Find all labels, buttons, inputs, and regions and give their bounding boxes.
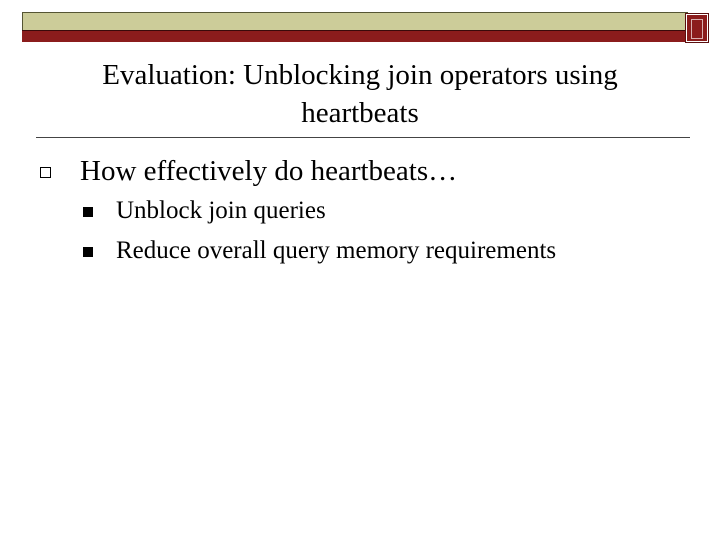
sub-bullet-item <box>83 195 326 227</box>
header-olive-band <box>22 12 688 31</box>
sub-bullet-item <box>83 235 556 267</box>
filled-square-bullet-icon <box>83 247 93 257</box>
header-decoration-bar <box>22 12 688 42</box>
slide-title <box>40 56 680 132</box>
filled-square-bullet-icon <box>83 207 93 217</box>
title-divider <box>36 137 690 138</box>
slide-title-line-2: heartbeats <box>301 97 419 129</box>
header-maroon-band <box>22 30 688 42</box>
corner-square-decoration <box>686 14 708 42</box>
hollow-square-bullet-icon <box>40 167 51 178</box>
bullet-text: How effectively do heartbeats… <box>80 154 458 187</box>
sub-bullet-text: Reduce overall query memory requirements <box>116 237 557 264</box>
sub-bullet-text: Unblock join queries <box>116 197 326 224</box>
bullet-item <box>40 153 457 189</box>
slide-title-line-1: Evaluation: Unblocking join operators using <box>102 59 618 91</box>
